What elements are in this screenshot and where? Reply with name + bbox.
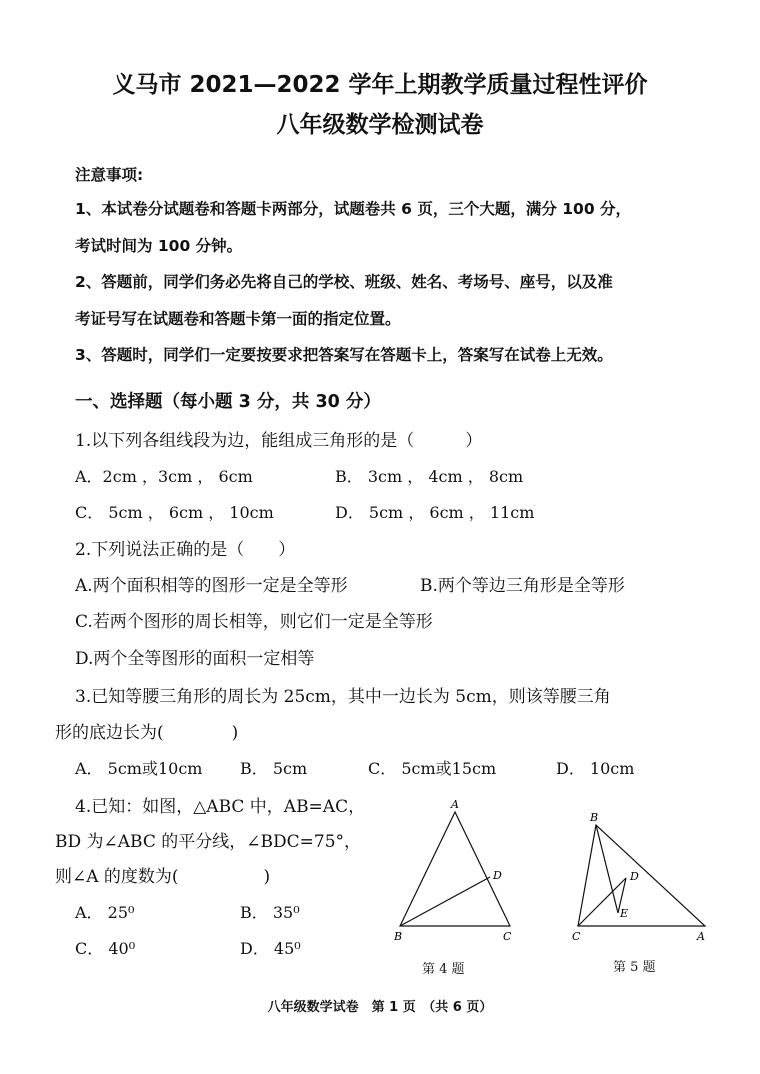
- fig5-label-a: A: [697, 930, 705, 943]
- fig4-label-d: D: [493, 869, 502, 882]
- triangle-abc: [578, 825, 705, 926]
- fig5-label-b: B: [590, 811, 599, 824]
- q3-option-a: A． 5cm或10cm: [75, 759, 203, 778]
- q3-stem-line-a: 3.已知等腰三角形的周长为 25cm，其中一边长为 5cm，则该等腰三角: [75, 687, 611, 707]
- q4-option-b: B． 35⁰: [240, 903, 300, 922]
- note-2-line-a: 2、答题前，同学们务必先将自己的学校、班级、姓名、考场号、座号，以及准: [75, 273, 613, 291]
- fig5-label-c: C: [572, 930, 581, 943]
- fig4-label-a: A: [451, 798, 459, 811]
- q2-option-a: A.两个面积相等的图形一定是全等形: [75, 576, 348, 596]
- note-2-line-b: 考证号写在试题卷和答题卡第一面的指定位置。: [75, 310, 401, 328]
- q1-option-c: C． 5cm ， 6cm ， 10cm: [75, 503, 274, 522]
- q4-option-d: D． 45⁰: [240, 939, 301, 958]
- note-3: 3、答题时，同学们一定要按要求把答案写在答题卡上，答案写在试卷上无效。: [75, 346, 613, 364]
- exam-title-line1: 义马市 2021—2022 学年上期教学质量过程性评价: [112, 72, 648, 98]
- q2-option-b: B.两个等边三角形是全等形: [420, 576, 625, 596]
- q3-stem-line-b: 形的底边长为( ): [55, 723, 239, 743]
- exam-title-line2: 八年级数学检测试卷: [276, 112, 484, 138]
- q4-option-a: A． 25⁰: [75, 903, 135, 922]
- fig4-label-c: C: [503, 930, 512, 943]
- q4-option-c: C． 40⁰: [75, 939, 136, 958]
- fig4-label-b: B: [394, 930, 403, 943]
- note-1-line-a: 1、本试卷分试题卷和答题卡两部分，试题卷共 6 页，三个大题，满分 100 分，: [75, 200, 632, 218]
- q3-option-c: C． 5cm或15cm: [368, 759, 497, 778]
- q2-stem: 2.下列说法正确的是（ ）: [75, 540, 296, 560]
- fig5-label-e: E: [620, 907, 629, 920]
- q1-stem: 1.以下列各组线段为边，能组成三角形的是（ ）: [75, 431, 483, 451]
- q3-option-d: D． 10cm: [556, 759, 635, 778]
- q2-option-c: C.若两个图形的周长相等，则它们一定是全等形: [75, 612, 433, 632]
- fig5-label-d: D: [630, 870, 639, 883]
- q1-option-b: B． 3cm ， 4cm ， 8cm: [335, 467, 524, 486]
- q4-stem-line-a: 4.已知：如图，△ABC 中，AB=AC，: [75, 797, 366, 817]
- q3-option-b: B． 5cm: [240, 759, 308, 778]
- q4-stem-line-c: 则∠A 的度数为( ): [55, 867, 271, 887]
- section-1-heading: 一、选择题（每小题 3 分，共 30 分）: [75, 392, 381, 412]
- note-1-line-b: 考试时间为 100 分钟。: [75, 237, 243, 255]
- q1-option-d: D． 5cm ， 6cm ， 11cm: [335, 503, 535, 522]
- fig4-caption: 第 4 题: [422, 962, 465, 977]
- page-footer: 八年级数学试卷 第 1 页 （共 6 页）: [267, 1000, 493, 1015]
- q1-option-a: A．2cm ，3cm ， 6cm: [75, 467, 253, 486]
- q4-stem-line-b: BD 为∠ABC 的平分线，∠BDC=75°，: [55, 832, 362, 852]
- q2-option-d: D.两个全等图形的面积一定相等: [75, 649, 315, 669]
- fig5-caption: 第 5 题: [613, 960, 656, 975]
- segment-be: [596, 825, 618, 913]
- notes-heading: 注意事项:: [75, 166, 144, 184]
